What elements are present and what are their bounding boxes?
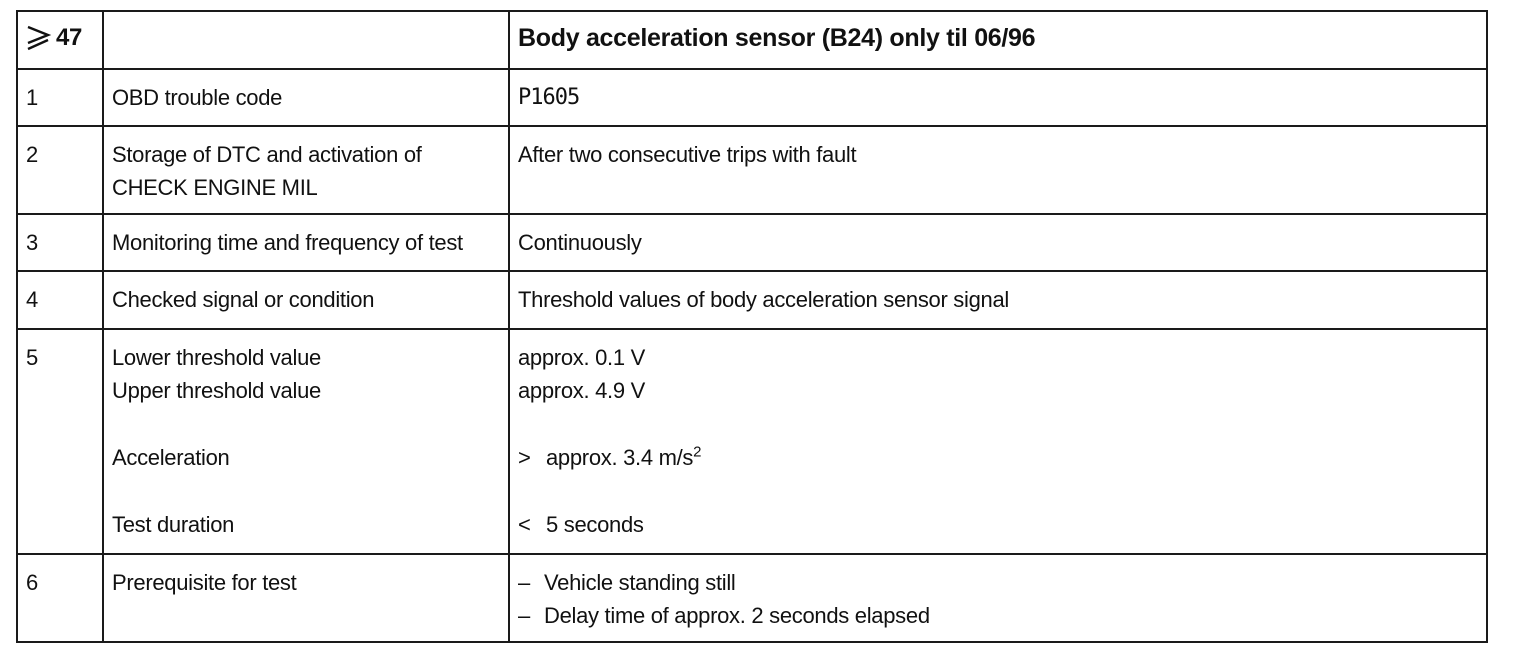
row-label: OBD trouble code [112, 85, 283, 110]
row-label: Checked signal or condition [112, 287, 375, 312]
acceleration-value: approx. 3.4 m/s [546, 445, 694, 470]
row-label: Monitoring time and frequency of test [112, 230, 463, 255]
acceleration-exponent: 2 [693, 443, 702, 461]
lower-threshold-label: Lower threshold value [112, 345, 321, 370]
list-item-text: Delay time of approx. 2 seconds elapsed [544, 603, 930, 628]
header-number-cell [17, 11, 103, 69]
table-row [17, 69, 1487, 126]
double-chevron-icon [26, 25, 52, 51]
page-title: Body acceleration sensor (B24) only til 06/96 [518, 24, 1036, 52]
less-than-symbol: < [518, 512, 531, 537]
table-row [17, 329, 1487, 554]
acceleration-value-line [518, 441, 1478, 474]
row-value: Threshold values of body acceleration sensor signal [518, 287, 1009, 312]
row-number: 5 [26, 345, 38, 370]
header-title-cell [509, 11, 1487, 69]
table-row [17, 271, 1487, 329]
trouble-code-value: P1605 [518, 85, 580, 110]
row-label: Prerequisite for test [112, 570, 297, 595]
row-number: 3 [26, 230, 38, 255]
list-item [518, 566, 1478, 599]
table-row [17, 554, 1487, 642]
row-number: 2 [26, 142, 38, 167]
header-empty-cell [103, 11, 509, 69]
threshold-labels [112, 330, 500, 541]
row-number: 1 [26, 85, 38, 110]
test-duration-value: 5 seconds [546, 512, 644, 537]
row-label [112, 127, 500, 204]
table-row [17, 214, 1487, 271]
table-row [17, 126, 1487, 214]
upper-threshold-value: approx. 4.9 V [518, 378, 645, 403]
obd-test-table [16, 10, 1488, 643]
test-duration-value-line [518, 508, 1478, 541]
list-dash: – [518, 570, 530, 595]
test-duration-label: Test duration [112, 512, 235, 537]
row-number: 6 [26, 570, 38, 595]
lower-threshold-value: approx. 0.1 V [518, 345, 645, 370]
table-header-row [17, 11, 1487, 69]
prerequisite-list [518, 555, 1478, 632]
row-label-line: Storage of DTC and activation of [112, 142, 422, 167]
header-number: 47 [56, 24, 83, 51]
row-number: 4 [26, 287, 38, 312]
greater-than-symbol: > [518, 445, 531, 470]
row-value: After two consecutive trips with fault [518, 142, 857, 167]
acceleration-label: Acceleration [112, 445, 230, 470]
row-value: Continuously [518, 230, 642, 255]
row-label-line: CHECK ENGINE MIL [112, 175, 318, 200]
list-dash: – [518, 603, 530, 628]
list-item-text: Vehicle standing still [544, 570, 736, 595]
threshold-values [518, 330, 1478, 541]
list-item [518, 599, 1478, 632]
upper-threshold-label: Upper threshold value [112, 378, 321, 403]
